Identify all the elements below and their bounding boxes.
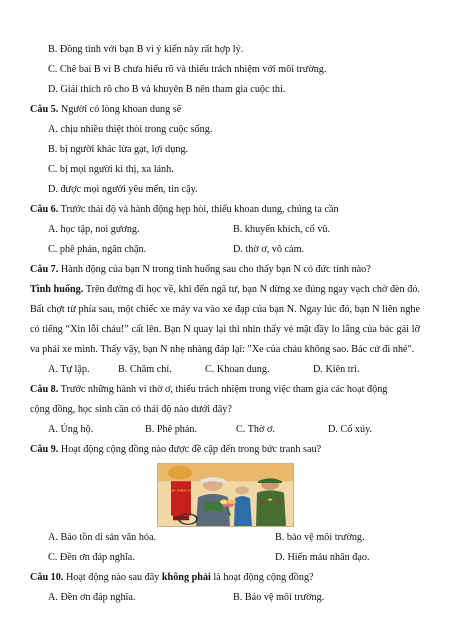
q9-option-a: A. Bảo tồn di sản văn hóa.	[48, 532, 157, 543]
question-8-number: Câu 8.	[30, 384, 59, 395]
prev-option-c: C. Chê bai B vì B chưa hiểu rõ và thiếu trách nhiệm với môi trường.	[48, 64, 327, 75]
q9-option-d: D. Hiến máu nhân đạo.	[275, 552, 370, 563]
q5-option-c: C. bị mọi người kì thị, xa lánh.	[48, 164, 174, 175]
question-5	[30, 104, 181, 116]
question-5-text: Người có lòng khoan dung sẽ	[58, 104, 182, 115]
question-10-number: Câu 10.	[30, 572, 64, 583]
question-5-number: Câu 5.	[30, 104, 59, 115]
q9-option-b: B. bảo vệ môi trường.	[275, 532, 365, 543]
q7-option-c: C. Khoan dung.	[205, 364, 270, 375]
q8-option-a: A. Ủng hộ.	[48, 424, 94, 435]
q7-scenario-label: Tình huống.	[30, 284, 84, 295]
question-9-text: Hoạt động cộng đồng nào được đề cập đến trong bức tranh sau?	[58, 444, 322, 455]
question-8-text-2: cộng đồng, học sinh cần có thái độ nào dưới đây?	[30, 404, 232, 415]
q8-option-b: B. Phê phán.	[145, 424, 198, 435]
question-6-text: Trước thái độ và hành động hẹp hòi, thiếu khoan dung, chúng ta cần	[58, 204, 339, 215]
gratitude-illustration	[157, 463, 294, 527]
question-7-text: Hành động của bạn N trong tình huống sau cho thấy bạn N có đức tính nào?	[58, 264, 371, 275]
q5-option-a: A. chịu nhiều thiệt thòi trong cuộc sống.	[48, 124, 213, 135]
question-7-number: Câu 7.	[30, 264, 59, 275]
question-10	[30, 572, 314, 584]
question-10-text-post: là hoạt động cộng đồng?	[210, 572, 314, 583]
question-8-text-1: Trước những hành vi thờ ơ, thiếu trách nhiệm trong việc tham gia các hoạt động	[58, 384, 388, 395]
gratitude-illustration-art	[158, 464, 293, 526]
prev-option-b: B. Đồng tình với bạn B vì ý kiến này rất hợp lý.	[48, 44, 244, 55]
q10-option-a: A. Đền ơn đáp nghĩa.	[48, 592, 136, 603]
q5-option-d: D. được mọi người yêu mến, tin cậy.	[48, 184, 198, 195]
poster-banner-text: TRI ÂN ANH HÙNG	[159, 489, 203, 493]
question-9-number: Câu 9.	[30, 444, 59, 455]
question-7	[30, 264, 371, 276]
question-8	[30, 384, 387, 396]
question-6-number: Câu 6.	[30, 204, 59, 215]
q6-option-c: C. phê phán, ngăn chặn.	[48, 244, 147, 255]
q6-option-d: D. thờ ơ, vô cảm.	[233, 244, 305, 255]
q7-option-b: B. Chăm chỉ.	[118, 364, 172, 375]
q8-option-d: D. Cổ xúy.	[328, 424, 373, 435]
q6-option-a: A. học tập, noi gương.	[48, 224, 140, 235]
q7-option-a: A. Tự lập.	[48, 364, 90, 375]
q10-option-b: B. Bảo vệ môi trường.	[233, 592, 325, 603]
question-9	[30, 444, 321, 456]
q7-scenario	[30, 280, 420, 360]
q7-option-d: D. Kiên trì.	[313, 364, 360, 375]
prev-option-d: D. Giải thích rõ cho B và khuyên B nên tham gia cuộc thi.	[48, 84, 286, 95]
q7-scenario-text: Trên đường đi học về, khi đến ngã tư, bạn N dừng xe đúng ngay vạch chờ đèn đỏ. Bất chợt từ phía sau, một chiếc xe máy va vào xe đạp của bạn N. Ngay lúc đó, bạn N liên nghe có tiếng “Xin lỗi cháu!” cất lên. Bạn N quay lại thì nhìn thấy vẻ mặt đầy lo lắng của bác gái lỡ va phải xe mình. Thấy vậy, bạn N nhẹ nhàng đáp lại: "Xe của cháu không sao. Bác cứ đi nhé".	[30, 284, 420, 355]
q8-option-c: C. Thờ ơ.	[236, 424, 275, 435]
q9-option-c: C. Đền ơn đáp nghĩa.	[48, 552, 135, 563]
q5-option-b: B. bị người khác lừa gạt, lợi dụng.	[48, 144, 189, 155]
question-10-text-bold: không phải	[161, 572, 211, 583]
question-10-text-pre: Hoạt động nào sau đây	[63, 572, 162, 583]
question-6	[30, 204, 339, 216]
q6-option-b: B. khuyến khích, cổ vũ.	[233, 224, 331, 235]
